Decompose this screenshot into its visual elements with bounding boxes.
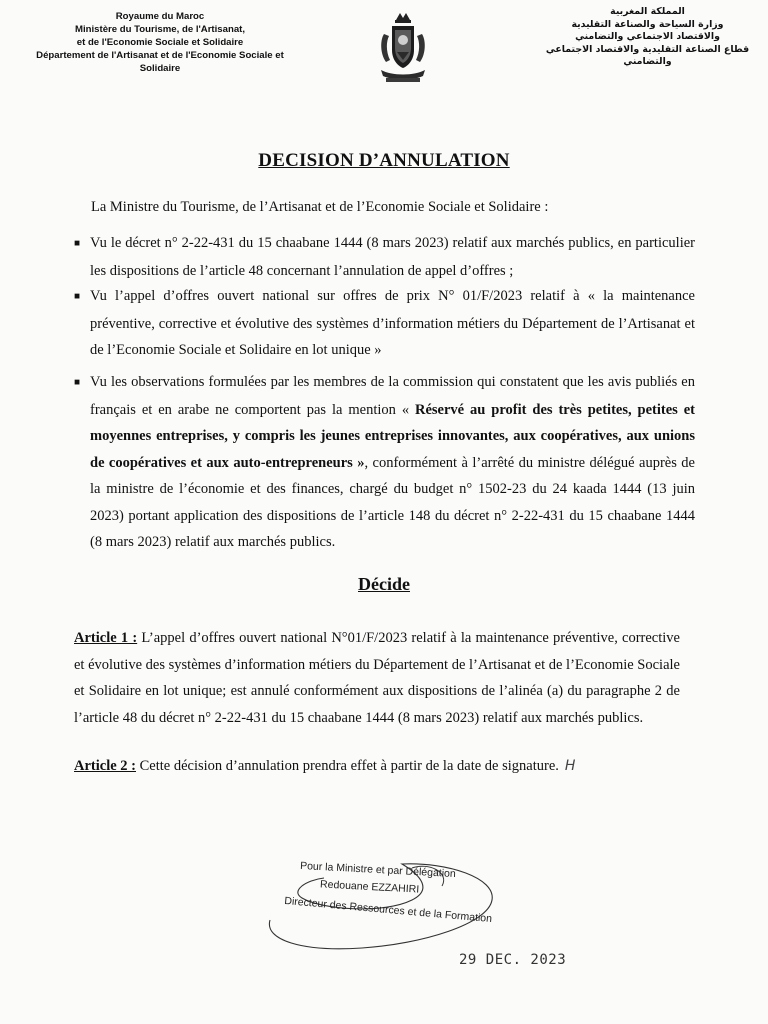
header-right-line: والاقتصاد الاجتماعي والتضامني	[575, 31, 720, 43]
header-right-line: وزارة السياحة والصناعة التقليدية	[571, 18, 724, 30]
header-left-line: Solidaire	[139, 63, 181, 74]
stamp-line: Pour la Ministre et par Délégation	[299, 859, 457, 881]
header-left-line: Ministère du Tourisme, de l'Artisanat,	[74, 24, 246, 35]
bullet-text: Vu le décret n° 2-22-431 du 15 chaabane 1444 (8 mars 2023) relatif aux marchés publics, en particulier les dispositions de l’article 48 concernant l’annulation de appel d’offres ;	[90, 235, 695, 279]
bullet-item	[74, 230, 695, 284]
article-text: L’appel d’offres ouvert national N°01/F/2023 relatif à la maintenance préventive, corrective et évolutive des systèmes d’information métiers du Département de l’Artisanat et de l’Economie Sociale et Solidaire en lot unique; est annulé conformément aux dispositions de l’alinéa (a) du paragraphe 2 de l’article 48 du décret n° 2-22-431 du 15 chaabane 1444 (8 mars 2023) relatif aux marchés publics.	[74, 630, 680, 726]
article-label: Article 2 :	[74, 758, 136, 774]
article-label: Article 1 :	[74, 630, 138, 646]
bullet-square-icon: ■	[74, 238, 81, 249]
bullet-square-icon: ■	[74, 377, 81, 388]
handwritten-initials: H	[564, 758, 576, 774]
header-left-line: Département de l'Artisanat et de l'Economie Sociale et	[36, 50, 284, 61]
article-2	[74, 753, 680, 780]
bullet-bold-text: Réservé au profit des très petites, petites et moyennes entreprises, y compris les jeunes entreprises innovantes, aux coopératives, aux unions de coopératives et aux auto-entrepreneurs »	[90, 401, 695, 471]
header-right-line: المملكة المغربية	[610, 6, 685, 17]
decide-heading: Décide	[358, 574, 410, 594]
header-left-line: et de l'Economie Sociale et Solidaire	[76, 37, 244, 48]
royal-emblem-icon	[378, 10, 428, 84]
header-right-arabic	[540, 6, 755, 69]
header-left-line: Royaume du Maroc	[115, 11, 205, 22]
stamp-line: Redouane EZZAHIRI	[319, 878, 420, 896]
signature-stamp	[262, 842, 502, 962]
bullet-item	[74, 283, 695, 364]
header-right-line: والتضامني	[623, 56, 672, 68]
header-right-line: قطاع الصناعة التقليدية والاقتصاد الاجتماعي	[545, 43, 750, 55]
intro-line: La Ministre du Tourisme, de l’Artisanat et de l’Economie Sociale et Solidaire :	[91, 199, 549, 215]
bullet-text-after: , conformément à l’arrêté du ministre délégué auprès de la ministre de l’économie et des finances, chargé du budget n° 1502-23 du 24 kaada 1444 (13 juin 2023) portant application des dispositions de l’article 148 du décret n° 2-22-431 du 15 chaabane 1444 (8 mars 2023) relatif aux marchés publics.	[90, 454, 695, 550]
article-1	[74, 625, 680, 731]
article-text: Cette décision d’annulation prendra effet à partir de la date de signature.	[136, 758, 559, 774]
bullet-square-icon: ■	[74, 291, 81, 302]
bullet-text: Vu l’appel d’offres ouvert national sur offres de prix N° 01/F/2023 relatif à « la maintenance préventive, corrective et évolutive des systèmes d’information métiers du Département de l’Artisanat et de l’Economie Sociale et Solidaire en lot unique »	[90, 288, 695, 358]
header-left-french	[20, 10, 300, 75]
document-title: DECISION D’ANNULATION	[258, 150, 510, 171]
date-stamp: 29 DEC. 2023	[459, 952, 567, 968]
stamp-line: Directeur des Ressources et de la Formation	[283, 894, 493, 926]
bullet-item	[74, 369, 695, 556]
bullet-text: Vu les observations formulées par les membres de la commission qui constatent que les avis publiés en français et en arabe ne comportent pas la mention «	[90, 374, 695, 418]
